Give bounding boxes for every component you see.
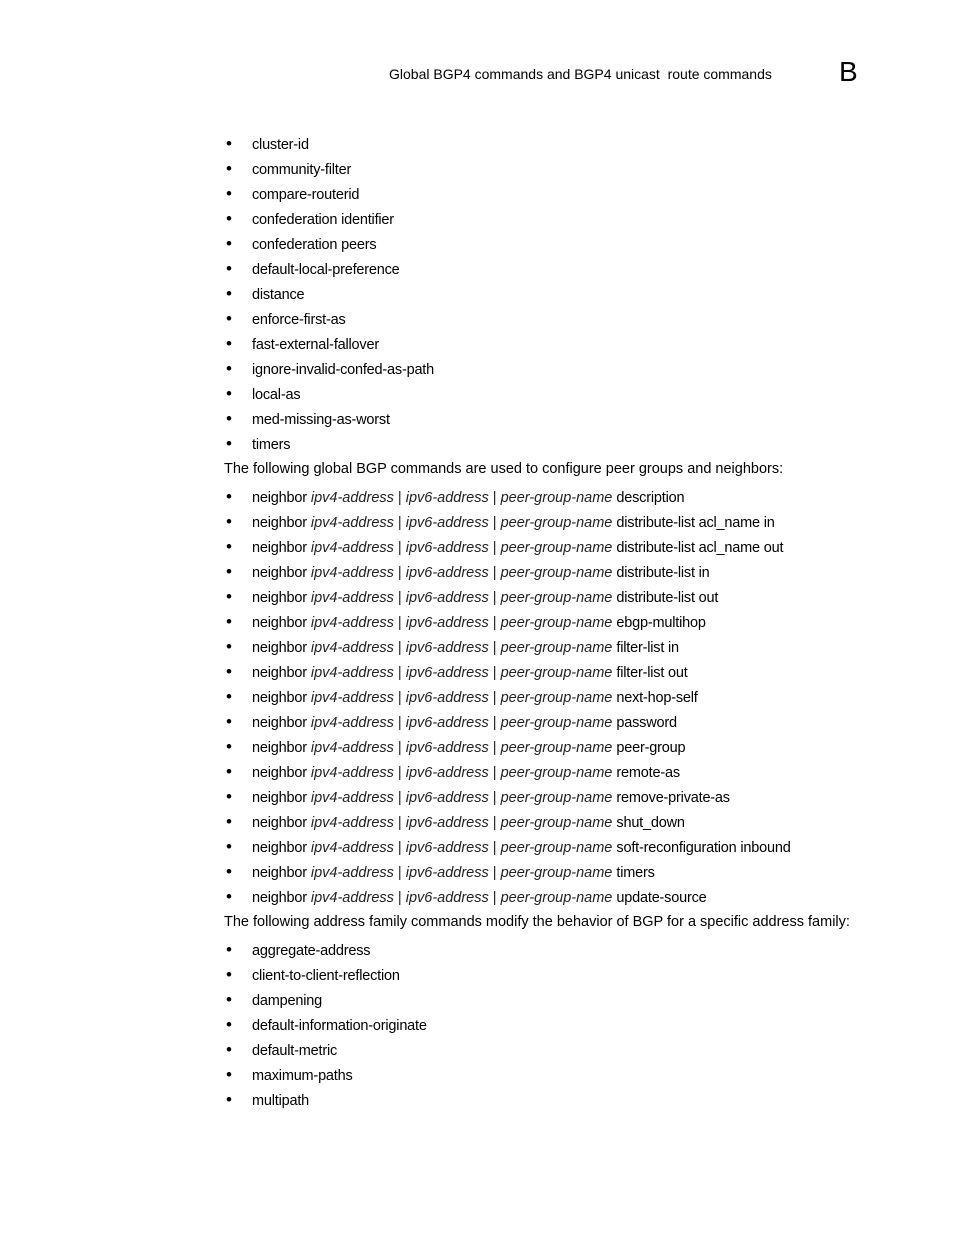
list-item	[224, 686, 924, 711]
header-title: Global BGP4 commands and BGP4 unicast route commands	[389, 66, 772, 82]
ipv4-address-arg: ipv4-address	[310, 690, 394, 706]
list-item	[224, 836, 924, 861]
separator: |	[492, 715, 497, 731]
neighbor-keyword: neighbor	[252, 790, 307, 806]
ipv6-address-arg: ipv6-address	[405, 665, 489, 681]
neighbor-subcommand: password	[616, 715, 677, 731]
list-item: • ignore-invalid-confed-as-path	[224, 358, 924, 383]
neighbor-subcommand: filter-list in	[616, 640, 679, 656]
ipv6-address-arg: ipv6-address	[405, 515, 489, 531]
list-item: • default-local-preference	[224, 258, 924, 283]
ipv6-address-arg: ipv6-address	[405, 615, 489, 631]
list-item	[224, 586, 924, 611]
neighbor-keyword: neighbor	[252, 640, 307, 656]
list-item: • timers	[224, 433, 924, 458]
neighbor-keyword: neighbor	[252, 565, 307, 581]
separator: |	[492, 890, 497, 906]
separator: |	[492, 740, 497, 756]
separator: |	[492, 790, 497, 806]
page-content	[224, 133, 924, 1114]
ipv6-address-arg: ipv6-address	[405, 865, 489, 881]
ipv6-address-arg: ipv6-address	[405, 740, 489, 756]
peer-group-name-arg: peer-group-name	[500, 665, 613, 681]
list-item: • distance	[224, 283, 924, 308]
list-item: • maximum-paths	[224, 1064, 924, 1089]
appendix-letter: B	[839, 56, 858, 87]
ipv6-address-arg: ipv6-address	[405, 840, 489, 856]
list-item	[224, 661, 924, 686]
ipv6-address-arg: ipv6-address	[405, 715, 489, 731]
separator: |	[397, 590, 402, 606]
neighbor-keyword: neighbor	[252, 540, 307, 556]
list-item	[224, 786, 924, 811]
neighbor-subcommand: shut_down	[616, 815, 685, 831]
separator: |	[492, 490, 497, 506]
neighbor-subcommand: distribute-list in	[616, 565, 710, 581]
separator: |	[397, 615, 402, 631]
separator: |	[397, 840, 402, 856]
list-item: • confederation peers	[224, 233, 924, 258]
list-item	[224, 761, 924, 786]
separator: |	[492, 590, 497, 606]
list-item: • client-to-client-reflection	[224, 964, 924, 989]
ipv4-address-arg: ipv4-address	[310, 540, 394, 556]
neighbor-keyword: neighbor	[252, 615, 307, 631]
peer-group-name-arg: peer-group-name	[500, 790, 613, 806]
ipv4-address-arg: ipv4-address	[310, 515, 394, 531]
list-item: • enforce-first-as	[224, 308, 924, 333]
separator: |	[397, 740, 402, 756]
list-item	[224, 511, 924, 536]
peer-group-name-arg: peer-group-name	[500, 515, 613, 531]
separator: |	[492, 515, 497, 531]
neighbor-subcommand: ebgp-multihop	[616, 615, 706, 631]
neighbor-keyword: neighbor	[252, 890, 307, 906]
separator: |	[492, 865, 497, 881]
peer-group-name-arg: peer-group-name	[500, 490, 613, 506]
list-item: • cluster-id	[224, 133, 924, 158]
separator: |	[492, 540, 497, 556]
peer-group-name-arg: peer-group-name	[500, 840, 613, 856]
page-header	[0, 56, 954, 92]
peer-group-name-arg: peer-group-name	[500, 715, 613, 731]
separator: |	[397, 890, 402, 906]
separator: |	[397, 665, 402, 681]
separator: |	[492, 640, 497, 656]
list-item	[224, 636, 924, 661]
neighbor-keyword: neighbor	[252, 590, 307, 606]
separator: |	[492, 815, 497, 831]
separator: |	[397, 865, 402, 881]
neighbor-keyword: neighbor	[252, 765, 307, 781]
peer-group-name-arg: peer-group-name	[500, 615, 613, 631]
neighbor-commands-list	[224, 486, 924, 911]
ipv4-address-arg: ipv4-address	[310, 765, 394, 781]
neighbor-subcommand: next-hop-self	[616, 690, 698, 706]
separator: |	[397, 790, 402, 806]
neighbor-subcommand: description	[616, 490, 685, 506]
neighbor-subcommand: distribute-list acl_name in	[616, 515, 775, 531]
ipv6-address-arg: ipv6-address	[405, 765, 489, 781]
neighbor-commands-intro: The following global BGP commands are used to configure peer groups and neighbors:	[224, 461, 784, 477]
peer-group-name-arg: peer-group-name	[500, 690, 613, 706]
ipv4-address-arg: ipv4-address	[310, 865, 394, 881]
list-item	[224, 736, 924, 761]
neighbor-subcommand: distribute-list out	[616, 590, 719, 606]
ipv4-address-arg: ipv4-address	[310, 640, 394, 656]
list-item: • default-information-originate	[224, 1014, 924, 1039]
separator: |	[397, 540, 402, 556]
separator: |	[492, 690, 497, 706]
neighbor-subcommand: remote-as	[616, 765, 680, 781]
list-item	[224, 611, 924, 636]
ipv6-address-arg: ipv6-address	[405, 790, 489, 806]
ipv4-address-arg: ipv4-address	[310, 890, 394, 906]
separator: |	[397, 715, 402, 731]
address-family-intro: The following address family commands modify the behavior of BGP for a specific address family:	[224, 914, 850, 930]
ipv6-address-arg: ipv6-address	[405, 490, 489, 506]
list-item: • compare-routerid	[224, 183, 924, 208]
neighbor-subcommand: soft-reconfiguration inbound	[616, 840, 791, 856]
neighbor-keyword: neighbor	[252, 865, 307, 881]
separator: |	[397, 815, 402, 831]
ipv6-address-arg: ipv6-address	[405, 590, 489, 606]
ipv4-address-arg: ipv4-address	[310, 715, 394, 731]
ipv4-address-arg: ipv4-address	[310, 790, 394, 806]
list-item: • community-filter	[224, 158, 924, 183]
list-item: • dampening	[224, 989, 924, 1014]
list-item: • local-as	[224, 383, 924, 408]
separator: |	[492, 665, 497, 681]
peer-group-name-arg: peer-group-name	[500, 865, 613, 881]
list-item: • fast-external-fallover	[224, 333, 924, 358]
peer-group-name-arg: peer-group-name	[500, 890, 613, 906]
ipv6-address-arg: ipv6-address	[405, 540, 489, 556]
ipv4-address-arg: ipv4-address	[310, 590, 394, 606]
ipv4-address-arg: ipv4-address	[310, 815, 394, 831]
separator: |	[397, 765, 402, 781]
peer-group-name-arg: peer-group-name	[500, 640, 613, 656]
separator: |	[492, 565, 497, 581]
list-item	[224, 711, 924, 736]
neighbor-subcommand: peer-group	[616, 740, 686, 756]
global-commands-list	[224, 133, 924, 458]
ipv4-address-arg: ipv4-address	[310, 740, 394, 756]
separator: |	[397, 640, 402, 656]
peer-group-name-arg: peer-group-name	[500, 765, 613, 781]
separator: |	[397, 565, 402, 581]
ipv4-address-arg: ipv4-address	[310, 615, 394, 631]
neighbor-subcommand: filter-list out	[616, 665, 688, 681]
address-family-commands-list	[224, 939, 924, 1114]
ipv6-address-arg: ipv6-address	[405, 565, 489, 581]
ipv4-address-arg: ipv4-address	[310, 665, 394, 681]
ipv6-address-arg: ipv6-address	[405, 890, 489, 906]
peer-group-name-arg: peer-group-name	[500, 590, 613, 606]
peer-group-name-arg: peer-group-name	[500, 540, 613, 556]
neighbor-subcommand: update-source	[616, 890, 707, 906]
ipv6-address-arg: ipv6-address	[405, 690, 489, 706]
list-item	[224, 861, 924, 886]
neighbor-subcommand: remove-private-as	[616, 790, 730, 806]
neighbor-keyword: neighbor	[252, 815, 307, 831]
neighbor-keyword: neighbor	[252, 840, 307, 856]
peer-group-name-arg: peer-group-name	[500, 565, 613, 581]
list-item	[224, 811, 924, 836]
neighbor-keyword: neighbor	[252, 740, 307, 756]
neighbor-keyword: neighbor	[252, 515, 307, 531]
list-item	[224, 486, 924, 511]
separator: |	[492, 615, 497, 631]
ipv4-address-arg: ipv4-address	[310, 490, 394, 506]
neighbor-keyword: neighbor	[252, 665, 307, 681]
list-item	[224, 536, 924, 561]
list-item	[224, 886, 924, 911]
neighbor-keyword: neighbor	[252, 715, 307, 731]
ipv6-address-arg: ipv6-address	[405, 815, 489, 831]
list-item: • confederation identifier	[224, 208, 924, 233]
list-item: • aggregate-address	[224, 939, 924, 964]
ipv4-address-arg: ipv4-address	[310, 565, 394, 581]
separator: |	[492, 765, 497, 781]
separator: |	[492, 840, 497, 856]
neighbor-subcommand: distribute-list acl_name out	[616, 540, 784, 556]
separator: |	[397, 515, 402, 531]
ipv6-address-arg: ipv6-address	[405, 640, 489, 656]
separator: |	[397, 690, 402, 706]
neighbor-keyword: neighbor	[252, 490, 307, 506]
separator: |	[397, 490, 402, 506]
neighbor-subcommand: timers	[616, 865, 655, 881]
list-item	[224, 561, 924, 586]
list-item: • default-metric	[224, 1039, 924, 1064]
ipv4-address-arg: ipv4-address	[310, 840, 394, 856]
peer-group-name-arg: peer-group-name	[500, 815, 613, 831]
list-item: • multipath	[224, 1089, 924, 1114]
neighbor-keyword: neighbor	[252, 690, 307, 706]
peer-group-name-arg: peer-group-name	[500, 740, 613, 756]
list-item: • med-missing-as-worst	[224, 408, 924, 433]
